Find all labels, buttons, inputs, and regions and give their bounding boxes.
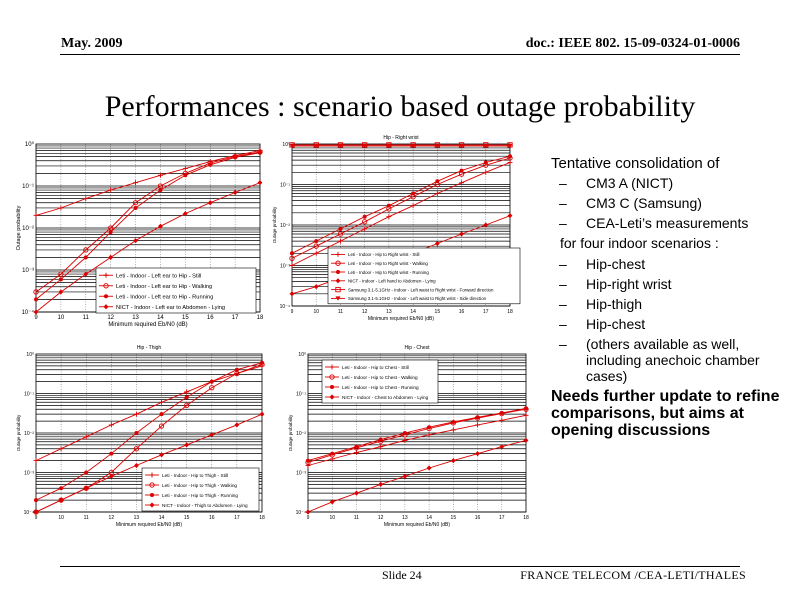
- chart-thigh-y-tick-label: 10⁻¹: [24, 391, 34, 398]
- chart-thigh-legend-marker: [150, 493, 154, 497]
- chart-ear-legend-label: Leti - Indoor - Left ear to Hip - Running: [116, 294, 214, 301]
- chart-wrist-y-axis-label: Outage probability: [272, 206, 277, 244]
- header-date: May. 2009: [61, 36, 123, 51]
- chart-thigh-legend-label: Leti - Indoor - Hip to Thigh - Still: [162, 472, 229, 478]
- chart-thigh-x-tick-label: 17: [234, 515, 240, 521]
- bullet-scenario: – Hip-thigh: [559, 296, 643, 312]
- chart-wrist-y-tick-label: 10⁰: [282, 142, 290, 148]
- slide-title: Performances : scenario based outage probability: [104, 90, 696, 123]
- chart-ear-x-tick-label: 15: [181, 315, 189, 321]
- chart-chest-y-tick-label: 10⁻⁴: [295, 510, 306, 516]
- chart-chest-y-tick-label: 10⁻²: [296, 431, 306, 437]
- chart-wrist-data-point: [290, 251, 294, 255]
- chart-thigh-x-tick-label: 13: [133, 515, 140, 521]
- chart-wrist-title: Hip - Right wrist: [383, 135, 419, 141]
- chart-wrist-x-tick-label: 12: [361, 309, 368, 315]
- chart-wrist-x-tick-label: 14: [410, 309, 416, 315]
- chart-wrist-legend-label: Leti - Indoor - Hip to Right wrist - Still: [348, 252, 420, 258]
- chart-ear-y-tick-label: 10⁻⁴: [21, 310, 34, 316]
- chart-wrist-x-tick-label: 11: [337, 309, 344, 315]
- chart-ear-legend: [96, 268, 256, 313]
- chart-ear-x-axis-label: Minimum required Eb/N0 (dB): [108, 322, 188, 328]
- chart-chest-x-tick-label: 12: [377, 515, 384, 521]
- chart-ear-data-point: [34, 297, 38, 301]
- chart-hip-chest-svg: [286, 340, 534, 534]
- chart-chest-y-axis-label: Outage probability: [288, 414, 293, 452]
- chart-chest-x-tick-label: 11: [353, 515, 360, 521]
- bullet-scenario: – Hip-chest: [559, 256, 646, 272]
- chart-hip-thigh: [10, 340, 270, 534]
- chart-thigh-x-tick-label: 14: [158, 515, 165, 521]
- chart-chest-legend-label: NICT - Indoor - Chest to Abdomen - Lying: [342, 394, 429, 400]
- chart-wrist-data-point: [314, 239, 318, 243]
- chart-hip-thigh-svg: [10, 340, 270, 534]
- chart-thigh-x-tick-label: 16: [208, 515, 215, 521]
- chart-thigh-data-point: [185, 395, 189, 399]
- chart-chest-legend-label: Leti - Indoor - Hip to Chest - Running: [342, 384, 419, 390]
- header-doc-id: doc.: IEEE 802. 15-09-0324-01-0006: [525, 36, 740, 51]
- chart-hip-right-wrist: [270, 130, 530, 330]
- chart-thigh-data-point: [235, 368, 239, 372]
- chart-wrist-legend: [328, 248, 520, 304]
- chart-hip-left-ear-svg: [8, 134, 270, 336]
- chart-wrist-legend-marker: [336, 270, 340, 274]
- chart-chest-data-point: [524, 406, 528, 410]
- chart-wrist-x-axis-label: Minimum required Eb/N0 (dB): [367, 316, 435, 322]
- chart-thigh-data-point: [134, 431, 138, 435]
- chart-chest-x-tick-label: 14: [426, 515, 432, 521]
- chart-thigh-y-tick-label: 10⁻³: [24, 470, 34, 477]
- chart-chest-legend: [322, 360, 438, 403]
- bullet-source: – CEA-Leti’s measurements: [559, 215, 749, 231]
- chart-ear-data-point: [59, 277, 63, 281]
- chart-ear-x-tick-label: 9: [34, 315, 38, 321]
- chart-thigh-y-tick-label: 10⁻⁴: [23, 510, 34, 516]
- chart-thigh-x-tick-label: 12: [108, 515, 115, 521]
- bullet-mid: for four indoor scenarios :: [560, 235, 719, 251]
- footer-slide-number: Slide 24: [382, 568, 422, 582]
- header-rule: [60, 54, 740, 55]
- chart-ear-data-point: [233, 155, 237, 159]
- bullet-scenario: – Hip-right wrist: [559, 276, 672, 292]
- chart-hip-right-wrist-svg: [270, 130, 530, 330]
- chart-chest-x-tick-label: 15: [450, 515, 457, 521]
- chart-thigh-x-tick-label: 15: [183, 515, 190, 521]
- bullet-lead: Tentative consolidation of: [551, 155, 720, 172]
- chart-ear-y-tick-label: 10⁻²: [22, 226, 34, 232]
- chart-thigh-x-tick-label: 10: [58, 515, 64, 521]
- chart-thigh-legend-label: NICT - Indoor - Thigh to Abdomen - Lying: [162, 502, 248, 508]
- chart-hip-left-ear: [8, 134, 270, 336]
- chart-thigh-legend-label: Leti - Indoor - Hip to Thigh - Running: [162, 492, 238, 498]
- chart-chest-y-tick-label: 10⁻¹: [296, 391, 306, 398]
- chart-thigh-data-point: [109, 452, 113, 456]
- chart-wrist-x-tick-label: 15: [434, 309, 441, 315]
- chart-wrist-data-point: [460, 169, 464, 173]
- chart-thigh-x-tick-label: 9: [34, 515, 38, 521]
- chart-chest-data-point: [403, 431, 407, 435]
- chart-chest-data-point: [476, 415, 480, 419]
- chart-thigh-legend: [142, 468, 259, 511]
- chart-chest-data-point: [354, 445, 358, 449]
- chart-wrist-x-tick-label: 16: [458, 309, 465, 315]
- chart-chest-x-tick-label: 9: [306, 515, 310, 521]
- chart-wrist-data-point: [411, 191, 415, 195]
- chart-chest-data-point: [306, 459, 310, 463]
- chart-ear-data-point: [134, 206, 138, 210]
- chart-chest-data-point: [500, 411, 504, 415]
- chart-thigh-y-tick-label: 10⁻²: [24, 431, 34, 437]
- chart-wrist-x-tick-label: 18: [507, 309, 513, 315]
- chart-wrist-data-point: [508, 154, 512, 158]
- chart-wrist-y-tick-label: 10⁻³: [280, 263, 290, 270]
- chart-ear-legend-label: NICT - Indoor - Left ear to Abdomen - Lying: [116, 304, 226, 311]
- chart-thigh-data-point: [210, 380, 214, 384]
- chart-thigh-data-point: [160, 412, 164, 416]
- chart-thigh-x-tick-label: 18: [259, 515, 265, 521]
- chart-wrist-x-tick-label: 9: [290, 309, 294, 315]
- chart-chest-x-tick-label: 16: [474, 515, 481, 521]
- chart-ear-x-tick-label: 10: [57, 315, 65, 321]
- chart-chest-legend-label: Leti - Indoor - Hip to Chest - Walking: [342, 374, 418, 380]
- chart-wrist-legend-label: Samsung 3.1-5.1GHz - Indoor - Left waist to Right wrist - Side direction: [348, 296, 487, 302]
- bullet-list: [551, 154, 791, 439]
- chart-wrist-legend-label: Leti - Indoor - Hip to Right wrist - Walking: [348, 260, 428, 266]
- chart-ear-data-point: [158, 188, 162, 192]
- chart-wrist-data-point: [363, 215, 367, 219]
- chart-thigh-data-point: [59, 486, 63, 490]
- chart-chest-y-tick-label: 10⁻³: [296, 470, 306, 477]
- chart-wrist-data-point: [338, 227, 342, 231]
- chart-ear-x-tick-label: 16: [206, 315, 214, 321]
- chart-chest-data-point: [330, 452, 334, 456]
- chart-thigh-data-point: [260, 361, 264, 365]
- chart-ear-data-point: [183, 173, 187, 177]
- chart-ear-data-point: [84, 255, 88, 259]
- chart-wrist-data-point: [387, 204, 391, 208]
- chart-chest-y-tick-label: 10⁰: [298, 352, 306, 358]
- chart-ear-x-tick-label: 11: [82, 315, 89, 321]
- chart-wrist-y-tick-label: 10⁻¹: [280, 182, 290, 189]
- chart-thigh-title: Hip - Thigh: [136, 345, 162, 351]
- chart-ear-data-point: [208, 163, 212, 167]
- bullet-others: – (others available as well, including anechoic chamber cases): [559, 336, 760, 384]
- chart-thigh-x-tick-label: 11: [83, 515, 89, 521]
- chart-wrist-x-tick-label: 17: [482, 309, 489, 315]
- chart-chest-data-point: [451, 420, 455, 424]
- chart-ear-x-tick-label: 17: [231, 315, 239, 321]
- chart-wrist-x-tick-label: 10: [313, 309, 320, 315]
- chart-thigh-data-point: [34, 498, 38, 502]
- chart-chest-x-tick-label: 13: [402, 515, 408, 521]
- chart-ear-y-tick-label: 10⁻¹: [22, 184, 34, 190]
- chart-thigh-x-axis-label: Minimum required Eb/N0 (dB): [115, 522, 183, 528]
- chart-ear-x-tick-label: 14: [157, 315, 164, 321]
- chart-wrist-y-tick-label: 10⁻⁴: [279, 304, 290, 310]
- chart-ear-y-tick-label: 10⁰: [24, 142, 34, 148]
- footer-organization: FRANCE TELECOM /CEA-LETI/THALES: [520, 568, 746, 582]
- footer-rule: [60, 566, 740, 567]
- chart-ear-data-point: [258, 151, 262, 155]
- chart-wrist-y-tick-label: 10⁻²: [280, 223, 290, 229]
- bullet-source: – CM3 C (Samsung): [559, 195, 702, 211]
- chart-hip-chest: [286, 340, 534, 534]
- chart-thigh-data-point: [84, 471, 88, 475]
- chart-chest-legend-label: Leti - Indoor - Hip to Chest - Still: [342, 364, 409, 370]
- chart-wrist-data-point: [484, 160, 488, 164]
- chart-thigh-y-tick-label: 10⁰: [26, 352, 34, 358]
- chart-wrist-data-point: [435, 179, 439, 183]
- chart-ear-legend-label: Leti - Indoor - Left ear to Hip - Still: [116, 273, 202, 280]
- bullet-conclusion: Needs further update to refine comparisons, but aims at opening discussions: [551, 388, 780, 439]
- chart-ear-y-axis-label: Outage probability: [16, 205, 22, 251]
- chart-ear-legend-label: Leti - Indoor - Left ear to Hip - Walking: [116, 283, 213, 290]
- chart-ear-x-tick-label: 18: [256, 315, 264, 321]
- bullet-source: – CM3 A (NICT): [559, 175, 674, 191]
- chart-chest-x-tick-label: 18: [523, 515, 529, 521]
- chart-ear-legend-marker: [104, 294, 108, 298]
- chart-wrist-legend-label: Samsung 3.1-5.1GHz - Indoor - Left waist to Right wrist - Forward direction: [348, 287, 494, 293]
- chart-wrist-x-tick-label: 13: [386, 309, 392, 315]
- bullet-scenario: – Hip-chest: [559, 316, 646, 332]
- chart-chest-x-tick-label: 17: [498, 515, 505, 521]
- chart-ear-x-tick-label: 13: [132, 315, 139, 321]
- chart-chest-title: Hip - Chest: [404, 345, 430, 351]
- chart-thigh-legend-label: Leti - Indoor - Hip to Thigh - Walking: [162, 482, 238, 488]
- chart-chest-x-tick-label: 10: [329, 515, 336, 521]
- chart-chest-legend-marker: [330, 385, 334, 389]
- chart-wrist-legend-label: Leti - Indoor - Hip to Right wrist - Running: [348, 269, 429, 275]
- chart-wrist-legend-label: NICT - Indoor - Left hand to Abdomen - Lying: [348, 278, 436, 284]
- chart-ear-data-point: [109, 230, 113, 234]
- chart-chest-data-point: [427, 425, 431, 429]
- chart-ear-y-tick-label: 10⁻³: [22, 268, 34, 274]
- chart-thigh-y-axis-label: Outage probability: [16, 414, 21, 452]
- chart-chest-x-axis-label: Minimum required Eb/N0 (dB): [383, 522, 451, 528]
- chart-ear-x-tick-label: 12: [107, 315, 115, 321]
- chart-chest-data-point: [379, 438, 383, 442]
